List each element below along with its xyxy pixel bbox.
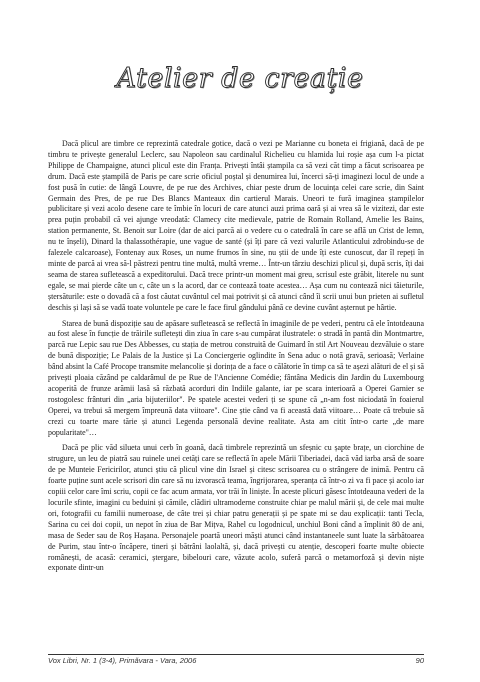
- journal-citation: Vox Libri, Nr. 1 (3-4), Primăvara - Vara, 2006: [48, 656, 197, 665]
- page-number: 90: [415, 656, 424, 665]
- section-title: Atelier de creație: [116, 63, 364, 94]
- paragraph: Starea de bună dispoziție sau de apăsare sufletească se reflectă în imaginile de pe vederi, pentru că ele întotdeauna au fost alese în funcție de trăirile sufletești din ziua în care s-au cumpărat ilustratele: o stradă în pantă din Montmartre, parcă rue Lepic sau rue Des Abbesses, cu stația de metrou construită de Guimard în stil Art Nouveau dezvăluie o stare de bună dispoziție; Le Palais de la Justice și La Conciergerie oglindite în Sena aduc o notă gravă, serioasă; Verlaine bând absint la Café Procope transmite melancolie și dorința de a face o călătorie în timp ca să te așezi alături de el și să privești ploaia căzând pe caldarâmul de pe Rue de l'Ancienne Comédie; fântâna Medicis din Jardin du Luxembourg acoperită de frunze arămii lasă să răzbată acorduri din Indiile galante, iar pe scara interioară a Operei Garnier se rostogolesc frânturi din „aria bijuteriilor". Pe spatele acestei vederi ți se spune că „n-am fost niciodată în foaierul Operei, va trebui să mergem împreună data viitoare". Cine știe când va fi această dată viitoare… Poate că trebuie să crezi cu toarte mare tărie și atunci Legenda personală devine realitate. Asta am citit într-o carte „de mare popularitate"…: [48, 318, 424, 437]
- article-body: [48, 139, 424, 579]
- paragraph: Dacă plicul are timbre ce reprezintă catedrale gotice, dacă o vezi pe Marianne cu boneta ei frigiană, dacă de pe timbru te privește generalul Leclerc, sau Napoleon sau cardinalul Richelieu cu hlamida lui roșie așa cum l-a pictat Philippe de Champaigne, atunci plicul este din Franța. Privești întâi ștampila ca să vezi căt timp a făcut scrisoarea pe drum. Dacă este ștampilă de Paris pe care scrie oficiul poștal și denumirea lui, încerci să-ți imaginezi locul de unde a fost pusă în cutie: de lângă Louvre, de pe rue des Archives, chiar peste drum de locuința celei care scrie, din Saint Germain des Pres, de pe rue Des Blancs Manteaux din cartierul Marais. Uneori te fură imaginea ștampilelor publicitare și vezi acolo desene care te îmbie în locuri de care atunci auzi prima oară și ai vrea să le vizitezi, dar este prea puțin probabil că vei ajunge vreodată: Clamecy cite medievale, patrie de Romain Rolland, Amelie les Bains, station permanente, St. Benoit sur Loire (dar de aici parcă ai o vedere cu o catedrală în care se află un Crist de lemn, nu te înșeli), Dinard la thalassothérapie, une vague de santé (și îți pare că vezi valurile Atlanticului zdrobindu-se de falezele calcaroase), Fontenay aux Roses, un nume frumos în sine, nu știi de unde îți este cunoscut, dar îl repeți în minte de parcă ai vrea să-l păstrezi pentru tine multă, multă vreme… Într-un târziu deschizi plicul și, după scris, îți dai seama de starea sufletească a expeditorului. Dacă trece printr-un moment mai greu, scrisul este grăbit, literele nu sunt egale, se mai pierde câte un c, câte un s la acord, dar ce contează toate acestea… Așa cum nu contează nici tăieturile, ștersăturile: este o dovadă că a fost căutat cuvântul cel mai potrivit și că atunci când îi scrii unui bun prieten ai sufletul deschis și lași să se vadă toate voluntele pe care le face firul gândului până ce devine cuvânt așternut pe hârtie.: [48, 139, 424, 312]
- paragraph: Dacă pe plic văd silueta unui cerb în goană, dacă timbrele reprezintă un sfeșnic cu șapte brațe, un ciorchine de strugure, un leu de piatră sau ruinele unei cetăți care se reflectă în apele Mării Tiberiadei, dacă văd iarba arsă de soare de pe Munteie Fericirilor, atunci știu că plicul vine din Israel și citesc scrisoarea cu o strângere de inimă. Pentru că foarte puține sunt acele scrisori din care să nu izvorască teama, îngrijorarea, speranța că într-o zi va fi pace și acolo iar copiii celor care îmi scriu, copii ce fac acum armata, vor trăi în liniște. În aceste plicuri găsesc întotdeauna vederi de la locurile sfinte, imagini cu beduini și cămile, clădiri ultramoderne construite chiar pe malul mării și, de cele mai multe ori, fotografii cu familii numeroase, de câte trei și chiar patru generații și pe spate mi se dau explicații: tanti Tecla, Sarina cu cei doi copii, un nepot în ziua de Bar Mițva, Rahel cu logodnicul, unchiul Boni când a împlinit 80 de ani, masa de Seder sau de Roș Hașana. Personajele poartă uneori măști atunci când instantaneele sunt luate la sărbătoarea de Purim, stau într-o încăpere, tineri și bătrâni laolaltă, și, dacă privești cu atenție, descoperi foarte multe obiecte românești, de acasă: ceramici, ștergare, bibelouri care, văzute acolo, suferă parcă o metamorfoză și devin niște exponate dintr-un: [48, 443, 424, 573]
- page-footer: [48, 654, 424, 665]
